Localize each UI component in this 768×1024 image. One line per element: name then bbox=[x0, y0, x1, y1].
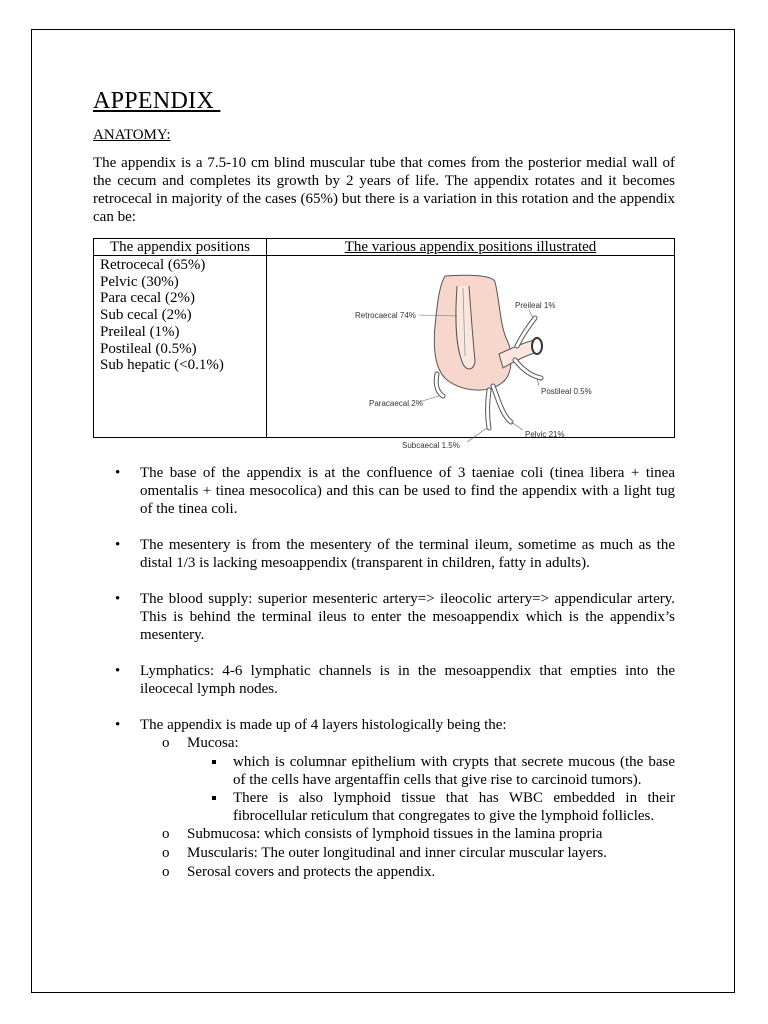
label-retrocaecal: Retrocaecal 74% bbox=[355, 311, 416, 320]
list-item: • The base of the appendix is at the confluence of 3 taeniae coli (tinea libera + tinea omentalis + tinea mesocolica) and this can be used to find the appendix with a light tug of the tinea coli. bbox=[115, 465, 675, 517]
list-item: There is also lymphoid tissue that has WBC embedded in their fibrocellular reticulum that congregates to give the lymphoid follicles. bbox=[187, 789, 675, 825]
position-item: Sub hepatic (<0.1%) bbox=[100, 357, 224, 374]
list-item: o Serosal covers and protects the appendix. bbox=[162, 864, 436, 880]
anatomy-heading: ANATOMY: bbox=[93, 127, 171, 143]
illustration-column-header: The various appendix positions illustrated bbox=[267, 239, 675, 256]
page-title: APPENDIX bbox=[93, 88, 221, 114]
circle-bullet-icon: o bbox=[162, 864, 170, 880]
bullet-icon: • bbox=[115, 465, 121, 481]
bullet-icon: • bbox=[115, 537, 121, 553]
circle-bullet-icon: o bbox=[162, 845, 170, 861]
list-item: • The blood supply: superior mesenteric artery=> ileocolic artery=> appendicular artery. This is behind the terminal ileus to enter the mesoappendix which is the appendix’s mesentery. bbox=[115, 591, 675, 643]
position-item: Postileal (0.5%) bbox=[100, 340, 197, 357]
list-item: • Lymphatics: 4-6 lymphatic channels is in the mesoappendix that empties into the ileocecal lymph nodes. bbox=[115, 663, 675, 697]
position-item: Para cecal (2%) bbox=[100, 290, 195, 307]
label-pelvic: Pelvic 21% bbox=[525, 430, 565, 439]
label-preileal: Preileal 1% bbox=[515, 301, 556, 310]
label-paracaecal: Paracaecal 2% bbox=[369, 399, 423, 408]
label-subcaecal: Subcaecal 1.5% bbox=[402, 441, 460, 450]
square-bullet-icon bbox=[212, 796, 216, 800]
appendix-diagram bbox=[267, 256, 675, 450]
position-item: Sub cecal (2%) bbox=[100, 307, 192, 324]
positions-column-header: The appendix positions bbox=[94, 239, 267, 256]
intro-paragraph: The appendix is a 7.5-10 cm blind muscular tube that comes from the posterior medial wall of the cecum and completes its growth by 2 years of life. The appendix rotates and it becomes retrocecal in majority of the cases (65%) but there is a variation in this rotation and the appendix can be: bbox=[93, 155, 675, 225]
bullet-icon: • bbox=[115, 591, 121, 607]
positions-list bbox=[94, 256, 267, 438]
bullet-icon: • bbox=[115, 663, 121, 679]
list-item: o Submucosa: which consists of lymphoid tissues in the lamina propria bbox=[162, 826, 603, 842]
positions-table bbox=[93, 238, 675, 450]
circle-bullet-icon: o bbox=[162, 735, 170, 751]
list-item: • The appendix is made up of 4 layers histologically being the: o Mucosa: which is columnar epithelium with crypts that secrete mucous (the base of the cells have argentaffin cells that give rise to carcinoid tumors). There is also lymphoid tissue that has WBC embedded in their fibrocellular reticulum that congregates to give the lymphoid follicles. o Submucosa: which consists of lymphoid tissues in the lamina propria o Muscularis: The outer longitudinal and inner circular muscular layers. o Serosal covers and protects the appendix. bbox=[115, 717, 675, 880]
layers-list bbox=[140, 734, 675, 882]
position-item: Pelvic (30%) bbox=[100, 273, 179, 290]
list-item: which is columnar epithelium with crypts that secrete mucous (the base of the cells have argentaffin cells that give rise to carcinoid tumors). bbox=[187, 753, 675, 789]
label-postileal: Postileal 0.5% bbox=[541, 387, 592, 396]
position-item: Preileal (1%) bbox=[100, 323, 180, 340]
bullet-icon: • bbox=[115, 717, 121, 733]
appendix-illustration bbox=[267, 256, 675, 450]
list-item: o Muscularis: The outer longitudinal and inner circular muscular layers. bbox=[162, 845, 608, 861]
circle-bullet-icon: o bbox=[162, 826, 170, 842]
list-item: o Mucosa: which is columnar epithelium with crypts that secrete mucous (the base of the cells have argentaffin cells that give rise to carcinoid tumors). There is also lymphoid tissue that has WBC embedded in their fibrocellular reticulum that congregates to give the lymphoid follicles. bbox=[162, 735, 675, 824]
anatomy-bullets bbox=[93, 464, 675, 900]
position-item: Retrocecal (65%) bbox=[100, 257, 206, 273]
list-item: • The mesentery is from the mesentery of the terminal ileum, sometime as much as the distal 1/3 is lacking mesoappendix (transparent in children, fatty in adults). bbox=[115, 537, 675, 571]
mucosa-points bbox=[187, 753, 675, 825]
square-bullet-icon bbox=[212, 760, 216, 764]
